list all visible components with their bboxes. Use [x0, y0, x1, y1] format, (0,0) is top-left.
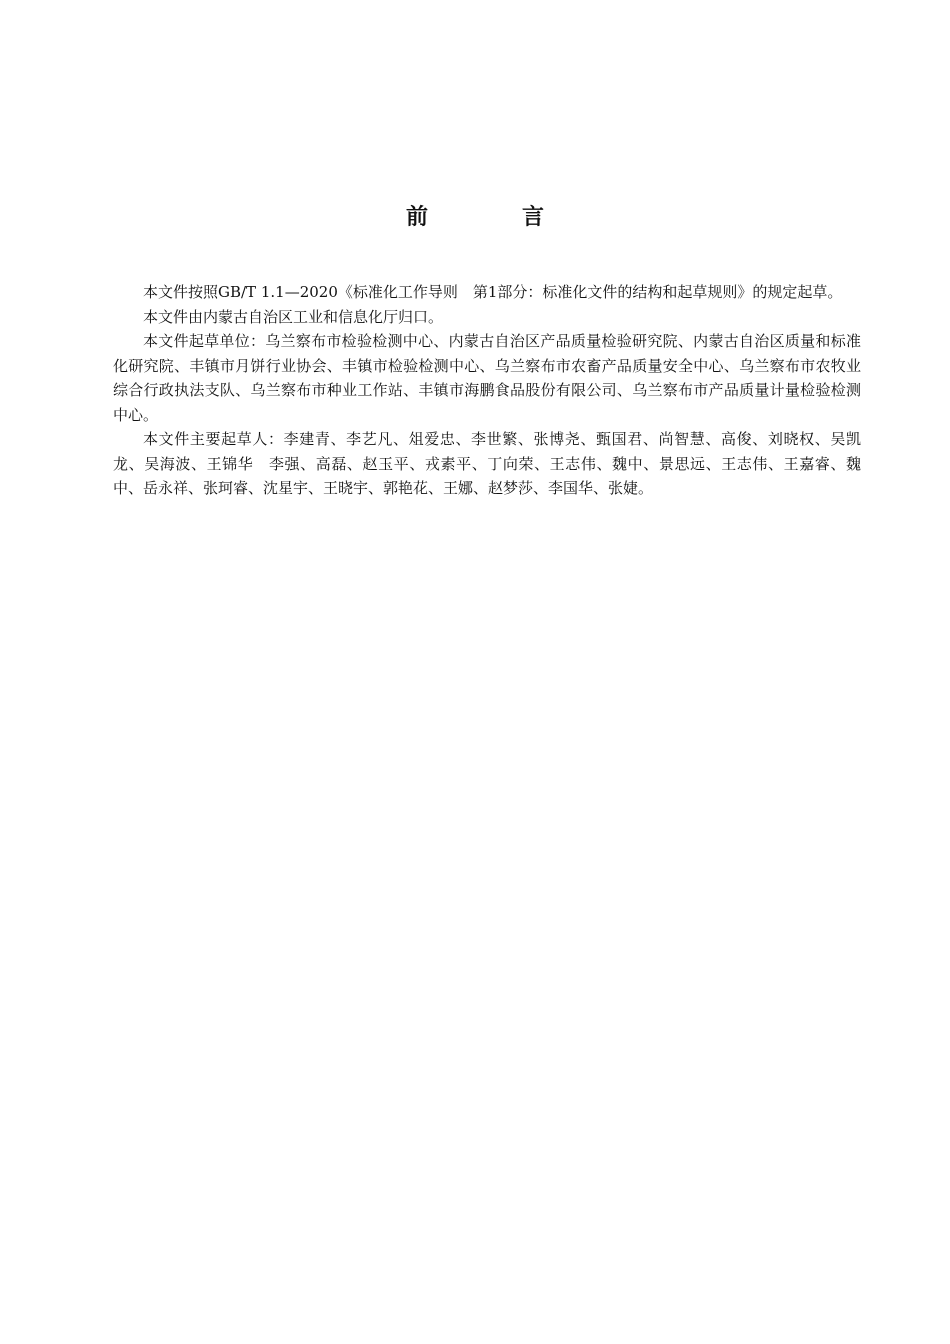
page-title: 前 言 — [405, 205, 580, 230]
paragraph-drafting-organizations: 本文件起草单位：乌兰察布市检验检测中心、内蒙古自治区产品质量检验研究院、内蒙古自治区质量和标准化研究院、丰镇市月饼行业协会、丰镇市检验检测中心、乌兰察布市农畜产品质量安全中心、乌兰察布市农牧业综合行政执法支队、乌兰察布市种业工作站、丰镇市海鹏食品股份有限公司、乌兰察布市产品质量计量检验检测中心。 — [113, 332, 861, 424]
paragraph-drafting-rules: 本文件按照GB/T 1.1—2020《标准化工作导则 第1部分：标准化文件的结构和起草规则》的规定起草。 — [143, 283, 843, 301]
paragraph-main-drafters: 本文件主要起草人：李建青、李艺凡、俎爱忠、李世繁、张博尧、甄国君、尚智慧、高俊、刘晓权、吴凯龙、吴海波、王锦华 李强、高磊、赵玉平、戎素平、丁向荣、王志伟、魏中、景思远、王志伟、王嘉睿、魏中、岳永祥、张珂睿、沈星宇、王晓宇、郭艳花、王娜、赵梦莎、李国华、张婕。 — [113, 430, 861, 497]
paragraph-responsible-authority: 本文件由内蒙古自治区工业和信息化厅归口。 — [143, 307, 444, 326]
foreword-body — [113, 280, 861, 501]
